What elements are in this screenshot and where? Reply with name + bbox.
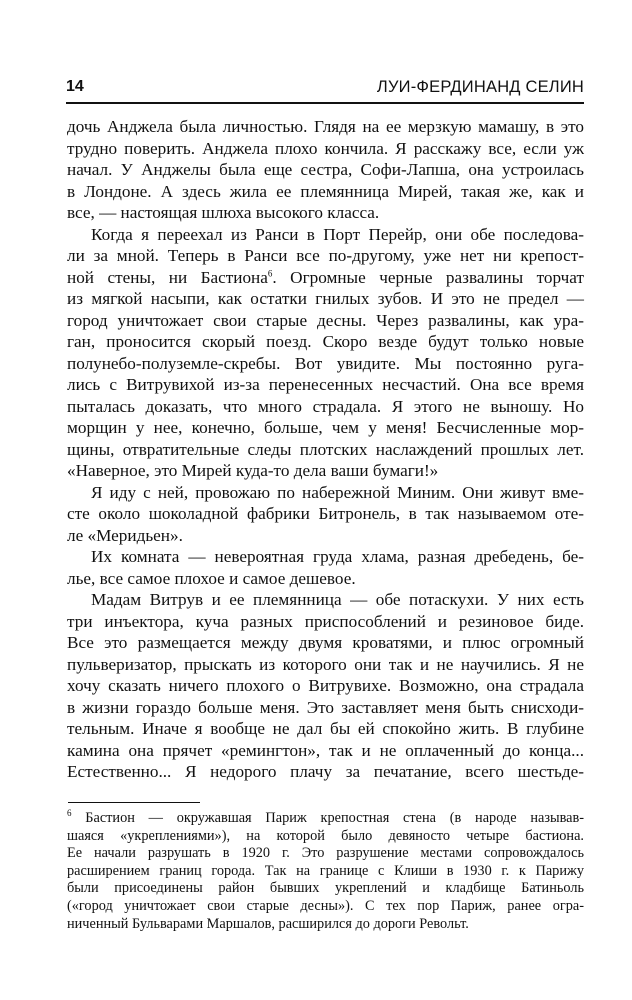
- line-text: пыталась доказать, что много страдала. Я этого не выношу. Но: [67, 396, 584, 416]
- line-text: щины, отвратительные следы плотских наслаждений прошлых лет.: [67, 439, 584, 459]
- line-text: из мягкой насыпи, как остатки гнилых зубов. И это не предел —: [67, 289, 584, 308]
- line-text: трудно поверить. Анджела плохо кончила. Я расскажу все, если уж: [67, 138, 584, 158]
- text-line: [67, 396, 584, 418]
- text-line: [67, 761, 584, 783]
- text-line: [67, 138, 584, 160]
- footnote-divider: [68, 802, 200, 803]
- line-text: город уничтожает свои старые десны. Через развалины, как ура-: [67, 310, 584, 330]
- text-line: [67, 288, 584, 310]
- footnote-line: [67, 863, 584, 881]
- line-text: тельным. Иначе я вообще не дал бы ей спокойно жить. В глубине: [67, 719, 584, 738]
- text-line: [67, 525, 584, 547]
- line-text: Я иду с ней, провожаю по набережной Миним. Они живут вме-: [91, 482, 584, 502]
- line-text: Естественно... Я недорого плачу за печатание, всего шестьде-: [67, 762, 584, 781]
- footnote-line: [67, 828, 584, 846]
- line-text: Все это размещается между двумя кроватями, и плюс огромный: [67, 633, 584, 652]
- line-text: все, — настоящая шлюха высокого класса.: [67, 203, 380, 222]
- line-text: три инъектора, куча разных приспособлений и резиновое биде.: [67, 611, 584, 631]
- footnote-line: [67, 916, 584, 934]
- text-line: [67, 159, 584, 181]
- text-line: [67, 353, 584, 375]
- text-line: [67, 718, 584, 740]
- text-line: [67, 267, 584, 289]
- line-text: «Наверное, это Мирей куда-то дела ваши бумаги!»: [67, 461, 439, 480]
- text-line: [67, 417, 584, 439]
- text-line: [67, 697, 584, 719]
- text-line: [67, 245, 584, 267]
- footnote-text: («город уничтожает свои старые десны»). С тех пор Париж, ранее огра-: [67, 897, 584, 914]
- line-text: Мадам Витрув и ее племянница — обе потаскухи. У них есть: [91, 590, 584, 609]
- footnote-line: [67, 898, 584, 916]
- text-line: [67, 482, 584, 504]
- line-text: ли за мной. Теперь в Ранси все по-другому, уже нет ни крепост-: [67, 246, 584, 265]
- text-line: [67, 503, 584, 525]
- text-line: [67, 202, 584, 224]
- footnote-text: расширением границ города. Так на границе с Клиши в 1930 г. к Парижу: [67, 862, 584, 879]
- text-line: [67, 589, 584, 611]
- footnote-text: шаяся «укреплениями»), на которой было девяносто четыре бастиона.: [67, 827, 584, 844]
- line-text: лись с Витрувихой из-за перенесенных несчастий. Она все время: [67, 375, 584, 394]
- text-line: [67, 460, 584, 482]
- footnote-line: [67, 810, 584, 828]
- text-line: [67, 568, 584, 590]
- line-text: в Лондоне. А здесь жила ее племянница Мирей, такая же, как и: [67, 181, 584, 201]
- page-number: 14: [66, 78, 84, 95]
- text-line: [67, 675, 584, 697]
- line-text: Их комната — невероятная груда хлама, разная дребедень, бе-: [91, 547, 584, 566]
- line-text: хочу сказать ничего плохого о Витрувихе. Возможно, она страдала: [67, 676, 584, 695]
- footnote-text: были присоединены район бывших укреплений и кладбище Батиньоль: [67, 880, 584, 897]
- line-text: начал. У Анджелы была еще сестра, Софи-Лапша, она устроилась: [67, 160, 584, 179]
- line-text: ной стены, ни Бастиона: [67, 267, 268, 287]
- text-line: [67, 374, 584, 396]
- text-line: [67, 611, 584, 633]
- line-text: Когда я переехал из Ранси в Порт Перейр, они обе последова-: [91, 224, 584, 244]
- footnote-text: ниченный Бульварами Маршалов, расширился до дороги Револьт.: [67, 915, 469, 932]
- line-text: полунебо-полуземле-скребы. Вот увидите. Мы постоянно руга-: [67, 353, 584, 373]
- footnote: [67, 810, 584, 933]
- footnote-line: [67, 880, 584, 898]
- text-line: [67, 116, 584, 138]
- line-text: дочь Анджела была личностью. Глядя на ее мерзкую мамашу, в это: [67, 117, 584, 136]
- text-line: [67, 310, 584, 332]
- text-line: [67, 740, 584, 762]
- line-text: сте около шоколадной фабрики Битронель, в так называемом оте-: [67, 504, 584, 523]
- line-text: пульверизатор, прыскать из которого они так и не научились. Я не: [67, 654, 584, 674]
- line-text: камина она прячет «ремингтон», так и не оплаченный до конца...: [67, 740, 584, 760]
- line-text: лье, все самое плохое и самое дешевое.: [67, 568, 356, 588]
- running-header: [66, 76, 584, 104]
- text-line: [67, 632, 584, 654]
- footnote-line: [67, 845, 584, 863]
- text-line: [67, 224, 584, 246]
- line-text-cont: . Огромные черные развалины торчат: [272, 267, 584, 287]
- line-text: морщин у нее, конечно, больше, чем у меня! Бесчисленные мор-: [67, 418, 584, 437]
- text-line: [67, 181, 584, 203]
- footnote-text: Бастион — окружавшая Париж крепостная стена (в народе называв-: [71, 810, 584, 826]
- text-line: [67, 546, 584, 568]
- footnote-text: Ее начали разрушать в 1920 г. Это разрушение местами сопровождалось: [67, 845, 584, 862]
- text-line: [67, 331, 584, 353]
- text-line: [67, 439, 584, 461]
- footnote-reference: 6: [267, 267, 273, 278]
- footnote-marker: 6: [67, 808, 72, 819]
- line-text: в жизни гораздо больше меня. Это заставляет меня быть снисходи-: [67, 697, 584, 717]
- line-text: ган, проносится скорый поезд. Скоро везде будут только новые: [67, 332, 584, 351]
- running-title-author: ЛУИ-ФЕРДИНАНД СЕЛИН: [376, 78, 584, 96]
- line-text: ле «Меридьен».: [67, 525, 183, 545]
- main-text: [67, 116, 584, 783]
- text-line: [67, 654, 584, 676]
